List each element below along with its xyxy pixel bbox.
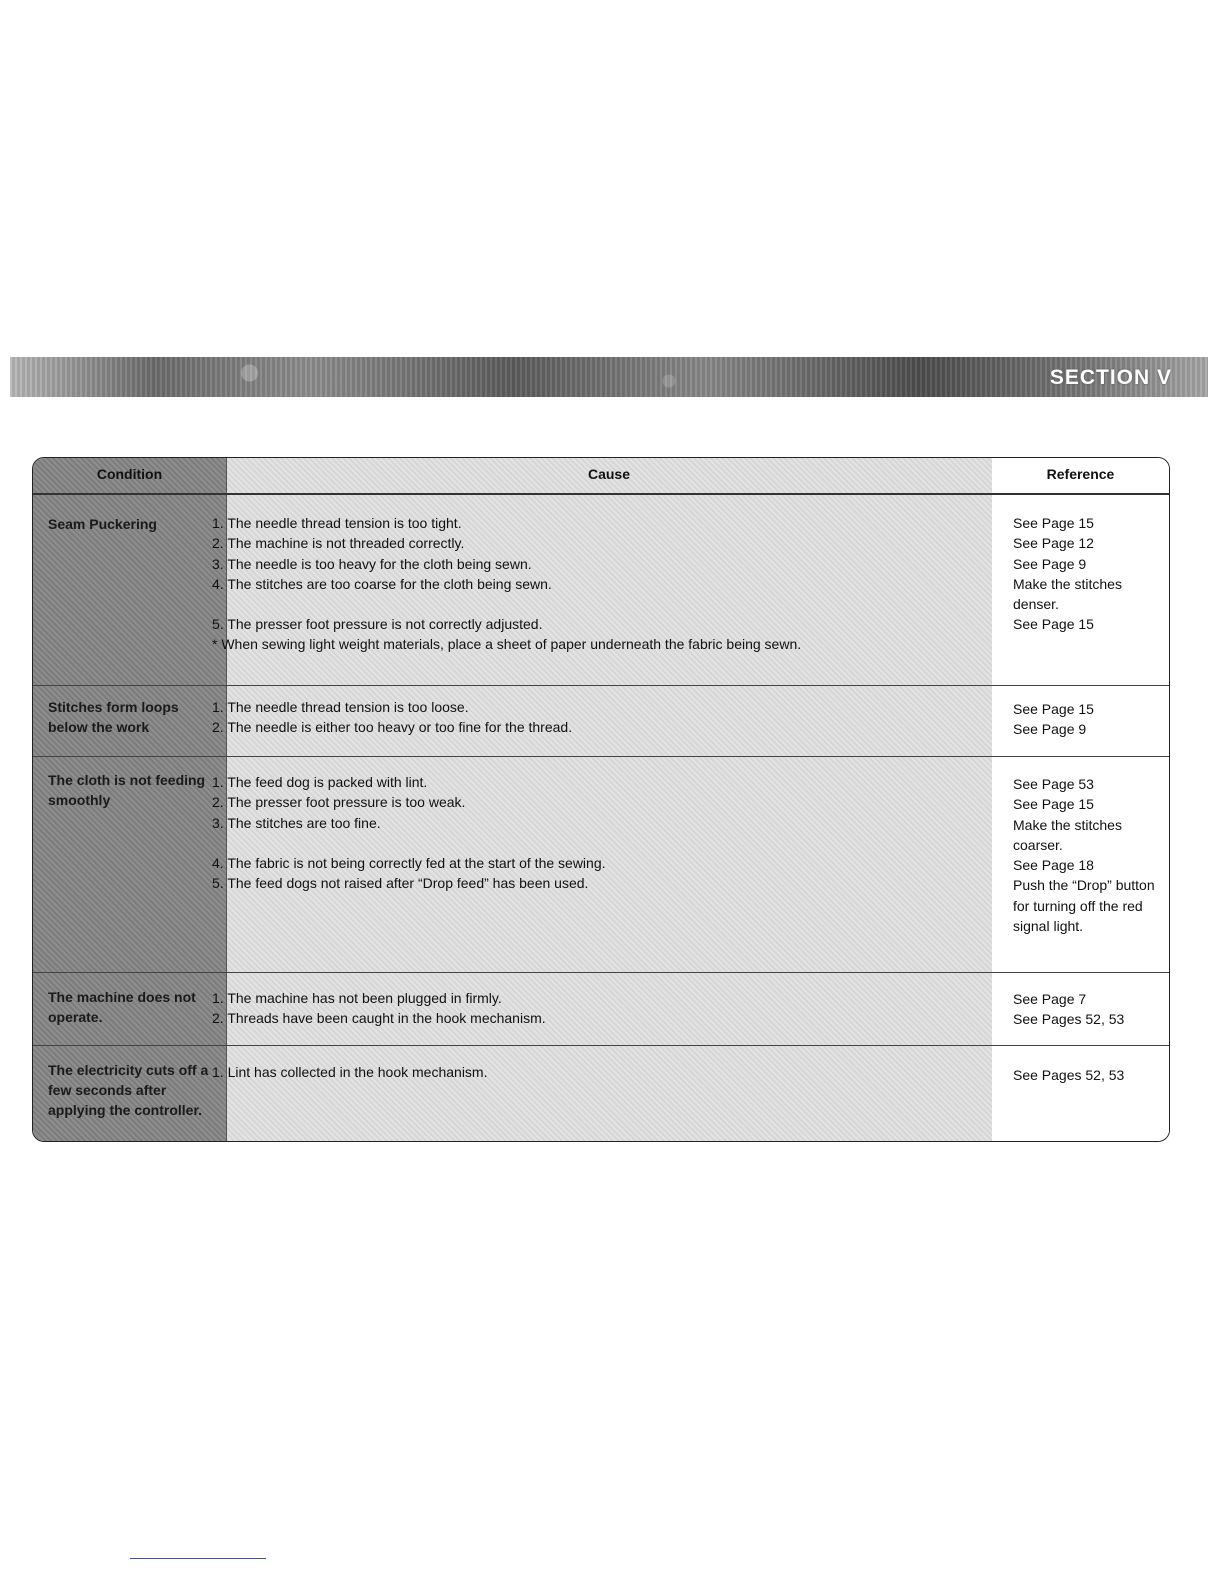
- condition-cell: Seam Puckering: [48, 516, 157, 532]
- cause-item: 1. Lint has collected in the hook mechanism.: [212, 1064, 488, 1080]
- footnote-rule: [130, 1558, 266, 1559]
- reference-item: See Page 53: [1013, 776, 1094, 792]
- reference-list: [1013, 989, 1158, 1030]
- cause-item: 1. The feed dog is packed with lint.: [212, 774, 428, 790]
- cause-item: 1. The machine has not been plugged in firmly.: [212, 990, 502, 1006]
- cause-item: 3. The stitches are too fine.: [212, 814, 381, 831]
- cause-item: 2. The needle is either too heavy or too fine for the thread.: [212, 719, 573, 736]
- condition-cell: The electricity cuts off a few seconds after applying the controller.: [48, 1062, 209, 1118]
- header-divider: [33, 493, 1169, 495]
- cause-item: 2. The machine is not threaded correctly.: [212, 535, 465, 552]
- header-reference: Reference: [1046, 466, 1115, 482]
- reference-list: [1013, 774, 1158, 936]
- cause-item: 2. The presser foot pressure is too weak.: [212, 794, 466, 811]
- reference-list: [1013, 513, 1158, 635]
- cause-list: [212, 697, 572, 738]
- reference-item: See Page 15: [1013, 701, 1094, 717]
- cause-item: 3. The needle is too heavy for the cloth being sewn.: [212, 555, 532, 572]
- cause-list: [212, 988, 546, 1029]
- section-title: SECTION V: [1049, 366, 1172, 389]
- cause-item: 1. The needle thread tension is too loose.: [212, 699, 469, 715]
- reference-item: See Pages 52, 53: [1013, 1067, 1125, 1083]
- reference-item: See Page 9: [1013, 555, 1087, 572]
- reference-item: See Pages 52, 53: [1013, 1011, 1125, 1028]
- cause-note: * When sewing light weight materials, place a sheet of paper underneath the fabric being sewn.: [212, 636, 802, 653]
- reference-item: See Page 7: [1013, 991, 1087, 1007]
- reference-item: See Page 15: [1013, 515, 1094, 531]
- section-banner: [10, 357, 1208, 397]
- condition-cell: The machine does not operate.: [48, 989, 196, 1025]
- reference-item: Make the stitches coarser.: [1013, 816, 1122, 853]
- header-cause: Cause: [587, 466, 631, 482]
- reference-list: [1013, 1065, 1158, 1085]
- header-condition: Condition: [96, 466, 163, 482]
- row-divider: [33, 756, 1169, 757]
- condition-cell: Stitches form loops below the work: [48, 699, 179, 735]
- cause-item: 4. The stitches are too coarse for the cloth being sewn.: [212, 575, 552, 592]
- row-divider: [33, 685, 1169, 686]
- cause-list: [212, 513, 801, 655]
- cause-item: 2. Threads have been caught in the hook mechanism.: [212, 1010, 546, 1027]
- cause-item: 1. The needle thread tension is too tight.: [212, 515, 462, 531]
- cause-list: [212, 1062, 488, 1082]
- row-divider: [33, 972, 1169, 973]
- reference-item: Make the stitches denser.: [1013, 575, 1122, 613]
- reference-item: See Page 15: [1013, 616, 1094, 633]
- reference-list: [1013, 699, 1158, 740]
- cause-item: 5. The presser foot pressure is not correctly adjusted.: [212, 616, 543, 633]
- cause-list: [212, 772, 606, 893]
- reference-item: Push the “Drop” button for turning off the red signal light.: [1013, 877, 1155, 935]
- reference-item: See Page 9: [1013, 721, 1087, 738]
- cause-item: 4. The fabric is not being correctly fed at the start of the sewing.: [212, 854, 606, 871]
- reference-item: See Page 18: [1013, 857, 1094, 874]
- reference-item: See Page 15: [1013, 796, 1094, 813]
- cause-item: 5. The feed dogs not raised after “Drop feed” has been used.: [212, 875, 589, 892]
- row-divider: [33, 1045, 1169, 1046]
- reference-item: See Page 12: [1013, 535, 1094, 552]
- condition-cell: The cloth is not feeding smoothly: [48, 772, 206, 808]
